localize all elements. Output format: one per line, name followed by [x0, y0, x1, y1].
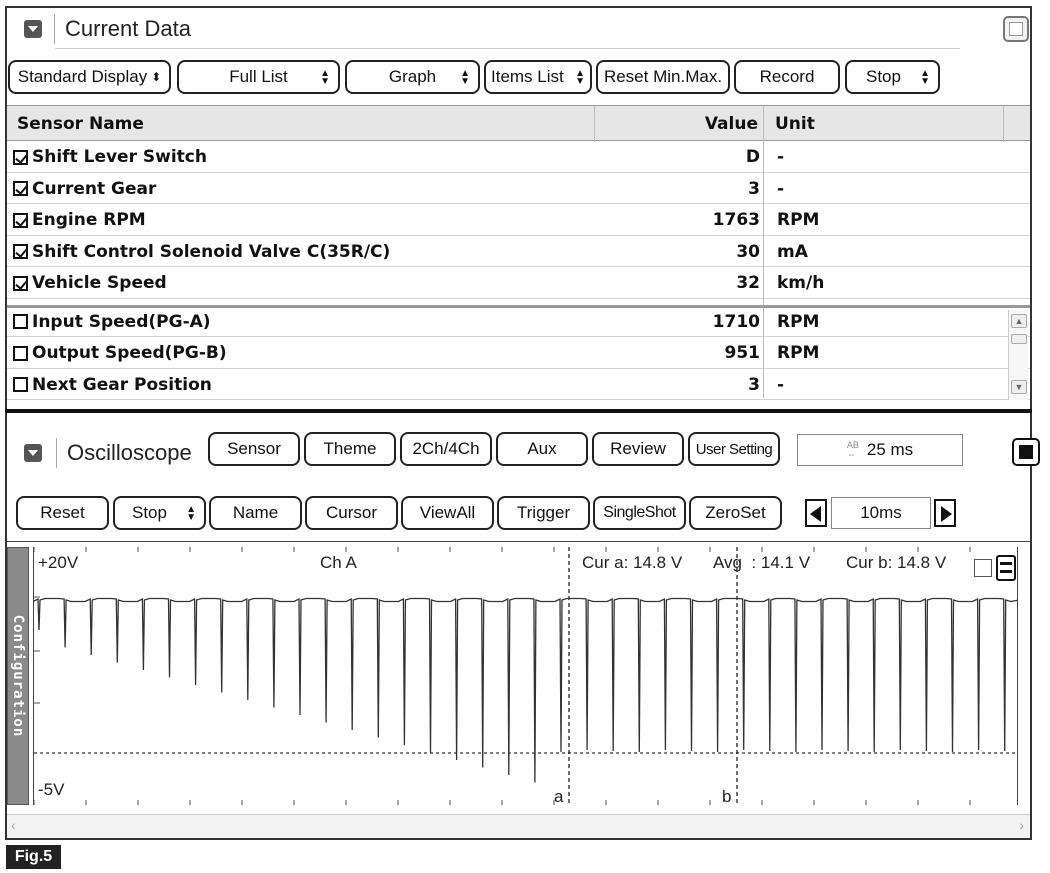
- stop-select[interactable]: [845, 60, 940, 94]
- cursor-a-marker: a: [554, 787, 564, 805]
- standard-display-label: Standard Display: [17, 67, 148, 86]
- oscilloscope-header: [24, 438, 192, 468]
- sensor-value: 3: [748, 178, 760, 199]
- stop-square-icon[interactable]: [1012, 438, 1040, 466]
- sensor-name-cell: [13, 179, 156, 199]
- sensor-value: D: [745, 147, 760, 167]
- table-header: [7, 105, 1030, 141]
- full-list-select[interactable]: [177, 60, 340, 94]
- spinner-icon: ▲ ▼: [920, 68, 930, 87]
- section-divider: [7, 305, 1030, 308]
- unit-column-header[interactable]: Unit: [775, 114, 815, 134]
- graph-label: Graph: [388, 67, 437, 86]
- sensor-unit: -: [777, 147, 785, 167]
- row-checkbox[interactable]: [13, 276, 28, 291]
- sensor-value: 1710: [712, 311, 760, 332]
- y-max-label: +20V: [38, 553, 79, 572]
- sensor-name-cell: [13, 273, 167, 293]
- scroll-right-icon[interactable]: ›: [1019, 817, 1024, 833]
- sensor-name: Next Gear Position: [32, 374, 212, 395]
- table-scrollbar[interactable]: [1008, 310, 1028, 400]
- record-button[interactable]: Record: [734, 60, 840, 94]
- row-checkbox[interactable]: [13, 346, 28, 361]
- sensor-name: Engine RPM: [32, 210, 146, 230]
- divider: [56, 438, 57, 468]
- time-div-field[interactable]: 10ms: [831, 497, 931, 529]
- time-div-increase-icon[interactable]: [934, 499, 956, 527]
- zeroset-button[interactable]: ZeroSet: [689, 496, 782, 530]
- sensor-name-cell: [13, 242, 390, 262]
- sensor-unit: -: [777, 178, 785, 199]
- sensor-unit: RPM: [777, 210, 820, 230]
- current-data-header: [24, 14, 191, 44]
- viewall-button[interactable]: ViewAll: [401, 496, 494, 530]
- sensor-name: Current Gear: [32, 178, 157, 199]
- spinner-icon: ⬍: [151, 70, 162, 84]
- scope-top-border: [5, 541, 1032, 542]
- current-data-title: Current Data: [65, 16, 191, 41]
- time-base-value: 25 ms: [866, 440, 914, 459]
- table-row[interactable]: [7, 337, 1030, 369]
- divider: [54, 14, 55, 44]
- cursor-button[interactable]: Cursor: [305, 496, 398, 530]
- sensor-table: [7, 105, 1030, 400]
- tick-marks: [34, 547, 970, 805]
- channel-label: Ch A: [320, 553, 357, 572]
- theme-button[interactable]: Theme: [304, 432, 396, 466]
- waveform-svg: [34, 547, 1018, 805]
- scope-stop-label: Stop: [132, 503, 167, 522]
- sensor-name: Shift Control Solenoid Valve C(35R/C): [32, 241, 391, 262]
- sensor-name: Input Speed(PG-A): [32, 311, 211, 332]
- table-row[interactable]: [7, 306, 1030, 338]
- trigger-button[interactable]: Trigger: [497, 496, 590, 530]
- table-row[interactable]: [7, 369, 1030, 401]
- row-checkbox[interactable]: [13, 314, 28, 329]
- scope-stop-select[interactable]: [113, 496, 206, 530]
- table-row[interactable]: [7, 173, 1030, 205]
- sensor-name-cell: [13, 312, 211, 332]
- average-readout: Avg : 14.1 V: [713, 553, 811, 572]
- column-divider: [1003, 106, 1004, 142]
- stop-label: Stop: [866, 67, 901, 86]
- scroll-down-icon[interactable]: ▼: [1011, 380, 1027, 394]
- singleshot-button[interactable]: SingleShot: [593, 496, 686, 530]
- row-checkbox[interactable]: [13, 244, 28, 259]
- sensor-unit: RPM: [777, 311, 820, 332]
- sensor-name-cell: [13, 343, 227, 363]
- reset-min-max-button[interactable]: Reset Min.Max.: [596, 60, 730, 94]
- sensor-name: Vehicle Speed: [32, 273, 167, 293]
- maximize-icon[interactable]: [1003, 16, 1029, 42]
- table-row[interactable]: [7, 141, 1030, 173]
- scroll-left-icon[interactable]: ‹: [11, 817, 16, 833]
- sensor-name-cell: [13, 147, 207, 167]
- aux-button[interactable]: Aux: [496, 432, 588, 466]
- review-button[interactable]: Review: [592, 432, 684, 466]
- sensor-name-cell: [13, 375, 212, 395]
- standard-display-select[interactable]: [8, 60, 171, 94]
- panel-splitter[interactable]: [5, 409, 1032, 413]
- scope-horizontal-scrollbar[interactable]: [7, 814, 1030, 838]
- items-list-label: Items List: [491, 67, 564, 86]
- overlay-checkbox[interactable]: [974, 559, 992, 577]
- figure-label: Fig.5: [6, 845, 61, 869]
- channel-toggle-button[interactable]: 2Ch/4Ch: [400, 432, 492, 466]
- oscilloscope-title: Oscilloscope: [67, 440, 192, 465]
- collapse-icon[interactable]: [24, 20, 42, 38]
- table-body: [7, 141, 1030, 400]
- row-checkbox[interactable]: [13, 377, 28, 392]
- sensor-name-column-header[interactable]: Sensor Name: [17, 114, 144, 134]
- scroll-up-icon[interactable]: ▲: [1011, 314, 1027, 328]
- sensor-name-cell: [13, 210, 146, 230]
- items-list-select[interactable]: [484, 60, 592, 94]
- graph-select[interactable]: [345, 60, 480, 94]
- row-checkbox[interactable]: [13, 181, 28, 196]
- sensor-button[interactable]: Sensor: [208, 432, 300, 466]
- oscilloscope-plot[interactable]: [33, 547, 1018, 805]
- user-setting-button[interactable]: User Setting: [688, 432, 780, 466]
- row-checkbox[interactable]: [13, 150, 28, 165]
- sensor-value: 32: [736, 273, 760, 293]
- configuration-tab[interactable]: [7, 547, 29, 805]
- cursor-b-marker: b: [722, 787, 732, 805]
- header-underline: [55, 48, 960, 49]
- table-row[interactable]: [7, 236, 1030, 268]
- sensor-value: 3: [748, 374, 760, 395]
- spinner-icon: ▲ ▼: [320, 68, 330, 87]
- reset-button[interactable]: Reset: [16, 496, 109, 530]
- time-div-decrease-icon[interactable]: [805, 499, 827, 527]
- sensor-unit: -: [777, 374, 785, 395]
- full-list-label: Full List: [229, 67, 288, 86]
- sensor-value: 1763: [712, 210, 760, 230]
- configuration-label: Configuration: [10, 614, 26, 738]
- table-row[interactable]: [7, 204, 1030, 236]
- sensor-name: Shift Lever Switch: [32, 147, 207, 167]
- column-divider: [763, 106, 764, 398]
- value-column-header[interactable]: Value: [704, 114, 758, 134]
- time-base-field[interactable]: [797, 434, 963, 466]
- spinner-icon: ▲ ▼: [186, 504, 196, 523]
- ruler-icon: AB ⇔: [846, 440, 859, 459]
- sensor-value: 951: [724, 343, 760, 363]
- sensor-unit: mA: [777, 241, 808, 262]
- sensor-name: Output Speed(PG-B): [32, 343, 227, 363]
- cursor-a-readout: Cur a: 14.8 V: [582, 553, 683, 572]
- sensor-unit: RPM: [777, 343, 820, 363]
- spinner-icon: ▲ ▼: [460, 68, 470, 87]
- row-checkbox[interactable]: [13, 213, 28, 228]
- cursor-b-readout: Cur b: 14.8 V: [846, 553, 947, 572]
- table-row[interactable]: [7, 267, 1030, 299]
- sensor-value: 30: [736, 241, 760, 262]
- y-min-label: -5V: [38, 780, 65, 799]
- collapse-icon[interactable]: [24, 444, 42, 462]
- spinner-icon: ▲ ▼: [575, 68, 585, 87]
- column-divider: [594, 106, 595, 142]
- name-button[interactable]: Name: [209, 496, 302, 530]
- channel-a-waveform: [34, 599, 1018, 783]
- scroll-thumb[interactable]: [1011, 334, 1027, 344]
- menu-icon[interactable]: [996, 555, 1016, 581]
- sensor-unit: km/h: [777, 273, 825, 293]
